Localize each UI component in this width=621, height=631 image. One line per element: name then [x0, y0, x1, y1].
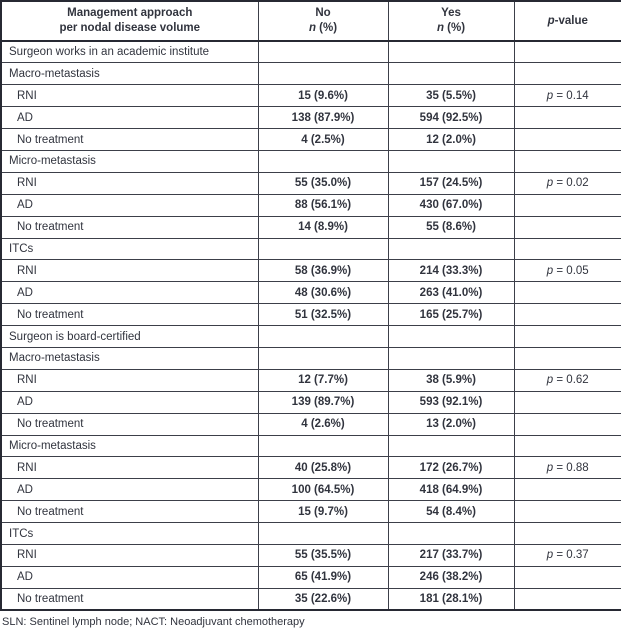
yes-value-cell: 35 (5.5%)	[388, 85, 514, 107]
p-symbol: p	[547, 14, 555, 27]
section-row	[1, 63, 621, 85]
pct-suffix: (%)	[315, 22, 338, 34]
row-label: No treatment	[1, 304, 258, 326]
data-row	[1, 194, 621, 216]
no-value-cell: 4 (2.5%)	[258, 129, 388, 151]
data-row	[1, 260, 621, 282]
row-label: AD	[1, 479, 258, 501]
yes-value-cell: 54 (8.4%)	[388, 501, 514, 523]
section-row	[1, 41, 621, 63]
data-row	[1, 479, 621, 501]
no-value-cell	[258, 326, 388, 348]
yes-value-cell: 246 (38.2%)	[388, 566, 514, 588]
row-label: AD	[1, 566, 258, 588]
yes-value-cell	[388, 150, 514, 172]
row-label: No treatment	[1, 413, 258, 435]
p-value-cell	[514, 391, 621, 413]
data-row	[1, 107, 621, 129]
p-value-cell	[514, 194, 621, 216]
row-label: RNI	[1, 172, 258, 194]
no-n-pct	[261, 21, 386, 36]
col-header-p-value	[514, 1, 621, 41]
p-symbol: p	[546, 461, 554, 474]
no-value-cell: 40 (25.8%)	[258, 457, 388, 479]
col-header-no	[258, 1, 388, 41]
no-value-cell: 58 (36.9%)	[258, 260, 388, 282]
p-symbol: p	[546, 177, 554, 190]
yes-n-pct	[391, 21, 512, 36]
p-value-cell	[514, 566, 621, 588]
p-value-cell	[514, 347, 621, 369]
data-row	[1, 172, 621, 194]
row-label: RNI	[1, 369, 258, 391]
yes-value-cell: 181 (28.1%)	[388, 588, 514, 610]
row-label: ITCs	[1, 523, 258, 545]
section-row	[1, 150, 621, 172]
section-row	[1, 523, 621, 545]
p-value-cell	[514, 304, 621, 326]
no-label: No	[315, 7, 331, 19]
p-value-suffix: -value	[554, 14, 588, 27]
no-value-cell: 100 (64.5%)	[258, 479, 388, 501]
yes-value-cell: 430 (67.0%)	[388, 194, 514, 216]
data-row	[1, 391, 621, 413]
data-row	[1, 588, 621, 610]
p-value-cell	[514, 413, 621, 435]
p-symbol: p	[546, 374, 554, 387]
row-label: Micro-metastasis	[1, 150, 258, 172]
no-value-cell	[258, 150, 388, 172]
row-label: No treatment	[1, 588, 258, 610]
data-row	[1, 457, 621, 479]
no-value-cell: 138 (87.9%)	[258, 107, 388, 129]
p-value-cell: p = 0.05	[514, 260, 621, 282]
pct-suffix: (%)	[443, 22, 466, 34]
header-row	[1, 1, 621, 41]
yes-value-cell	[388, 523, 514, 545]
data-row	[1, 129, 621, 151]
yes-value-cell: 418 (64.9%)	[388, 479, 514, 501]
p-value-cell	[514, 479, 621, 501]
no-value-cell: 4 (2.6%)	[258, 413, 388, 435]
p-symbol: p	[546, 264, 554, 277]
no-value-cell: 48 (30.6%)	[258, 282, 388, 304]
yes-value-cell: 38 (5.9%)	[388, 369, 514, 391]
yes-value-cell: 594 (92.5%)	[388, 107, 514, 129]
no-value-cell: 51 (32.5%)	[258, 304, 388, 326]
p-value-cell: p = 0.14	[514, 85, 621, 107]
row-label: AD	[1, 282, 258, 304]
no-value-cell: 55 (35.5%)	[258, 544, 388, 566]
no-value-cell: 15 (9.7%)	[258, 501, 388, 523]
yes-value-cell: 593 (92.1%)	[388, 391, 514, 413]
p-value-cell	[514, 107, 621, 129]
p-value-cell: p = 0.62	[514, 369, 621, 391]
p-value-cell	[514, 41, 621, 63]
row-label: Macro-metastasis	[1, 347, 258, 369]
no-value-cell: 55 (35.0%)	[258, 172, 388, 194]
yes-value-cell: 13 (2.0%)	[388, 413, 514, 435]
p-value-cell	[514, 501, 621, 523]
yes-label: Yes	[441, 7, 461, 19]
yes-value-cell: 55 (8.6%)	[388, 216, 514, 238]
p-value-cell	[514, 435, 621, 457]
yes-value-cell	[388, 238, 514, 260]
p-value-cell	[514, 129, 621, 151]
row-label: No treatment	[1, 501, 258, 523]
section-row	[1, 238, 621, 260]
no-value-cell	[258, 523, 388, 545]
row-label: Macro-metastasis	[1, 63, 258, 85]
data-row	[1, 304, 621, 326]
data-row	[1, 413, 621, 435]
row-label: AD	[1, 194, 258, 216]
n-symbol: n	[436, 22, 444, 34]
no-value-cell: 35 (22.6%)	[258, 588, 388, 610]
yes-value-cell: 12 (2.0%)	[388, 129, 514, 151]
row-label: RNI	[1, 544, 258, 566]
p-value-cell	[514, 216, 621, 238]
section-row	[1, 435, 621, 457]
n-symbol: n	[308, 22, 316, 34]
no-value-cell	[258, 238, 388, 260]
col-header-line2: per nodal disease volume	[59, 22, 201, 34]
p-value-cell: p = 0.02	[514, 172, 621, 194]
yes-value-cell: 263 (41.0%)	[388, 282, 514, 304]
data-row	[1, 216, 621, 238]
yes-value-cell	[388, 326, 514, 348]
data-row	[1, 85, 621, 107]
no-value-cell	[258, 63, 388, 85]
data-row	[1, 544, 621, 566]
p-value-cell: p = 0.37	[514, 544, 621, 566]
data-row	[1, 501, 621, 523]
data-row	[1, 566, 621, 588]
p-symbol: p	[546, 89, 554, 102]
no-value-cell: 139 (89.7%)	[258, 391, 388, 413]
row-label: Micro-metastasis	[1, 435, 258, 457]
p-value-cell	[514, 523, 621, 545]
yes-value-cell	[388, 63, 514, 85]
yes-value-cell: 165 (25.7%)	[388, 304, 514, 326]
yes-value-cell: 217 (33.7%)	[388, 544, 514, 566]
no-value-cell: 15 (9.6%)	[258, 85, 388, 107]
row-label: RNI	[1, 85, 258, 107]
p-value-cell: p = 0.88	[514, 457, 621, 479]
no-value-cell: 14 (8.9%)	[258, 216, 388, 238]
p-value-cell	[514, 326, 621, 348]
table-footnote: SLN: Sentinel lymph node; NACT: Neoadjuvant chemotherapy	[2, 616, 305, 629]
row-label: RNI	[1, 457, 258, 479]
yes-value-cell	[388, 347, 514, 369]
yes-value-cell	[388, 435, 514, 457]
p-value-cell	[514, 150, 621, 172]
row-label: No treatment	[1, 129, 258, 151]
row-label: AD	[1, 391, 258, 413]
no-value-cell: 12 (7.7%)	[258, 369, 388, 391]
data-row	[1, 369, 621, 391]
section-row	[1, 326, 621, 348]
row-label: Surgeon is board-certified	[1, 326, 258, 348]
row-label: AD	[1, 107, 258, 129]
no-value-cell	[258, 347, 388, 369]
row-label: RNI	[1, 260, 258, 282]
row-label: Surgeon works in an academic institute	[1, 41, 258, 63]
col-header-management-approach	[1, 1, 258, 41]
p-value-cell	[514, 63, 621, 85]
col-header-yes	[388, 1, 514, 41]
section-row	[1, 347, 621, 369]
p-value-cell	[514, 282, 621, 304]
no-value-cell	[258, 435, 388, 457]
p-value-cell	[514, 238, 621, 260]
row-label: ITCs	[1, 238, 258, 260]
no-value-cell: 65 (41.9%)	[258, 566, 388, 588]
data-row	[1, 282, 621, 304]
yes-value-cell: 214 (33.3%)	[388, 260, 514, 282]
p-value-cell	[514, 588, 621, 610]
no-value-cell	[258, 41, 388, 63]
row-label: No treatment	[1, 216, 258, 238]
yes-value-cell	[388, 41, 514, 63]
col-header-line1: Management approach	[67, 7, 193, 19]
p-symbol: p	[546, 549, 554, 562]
no-value-cell: 88 (56.1%)	[258, 194, 388, 216]
yes-value-cell: 172 (26.7%)	[388, 457, 514, 479]
yes-value-cell: 157 (24.5%)	[388, 172, 514, 194]
